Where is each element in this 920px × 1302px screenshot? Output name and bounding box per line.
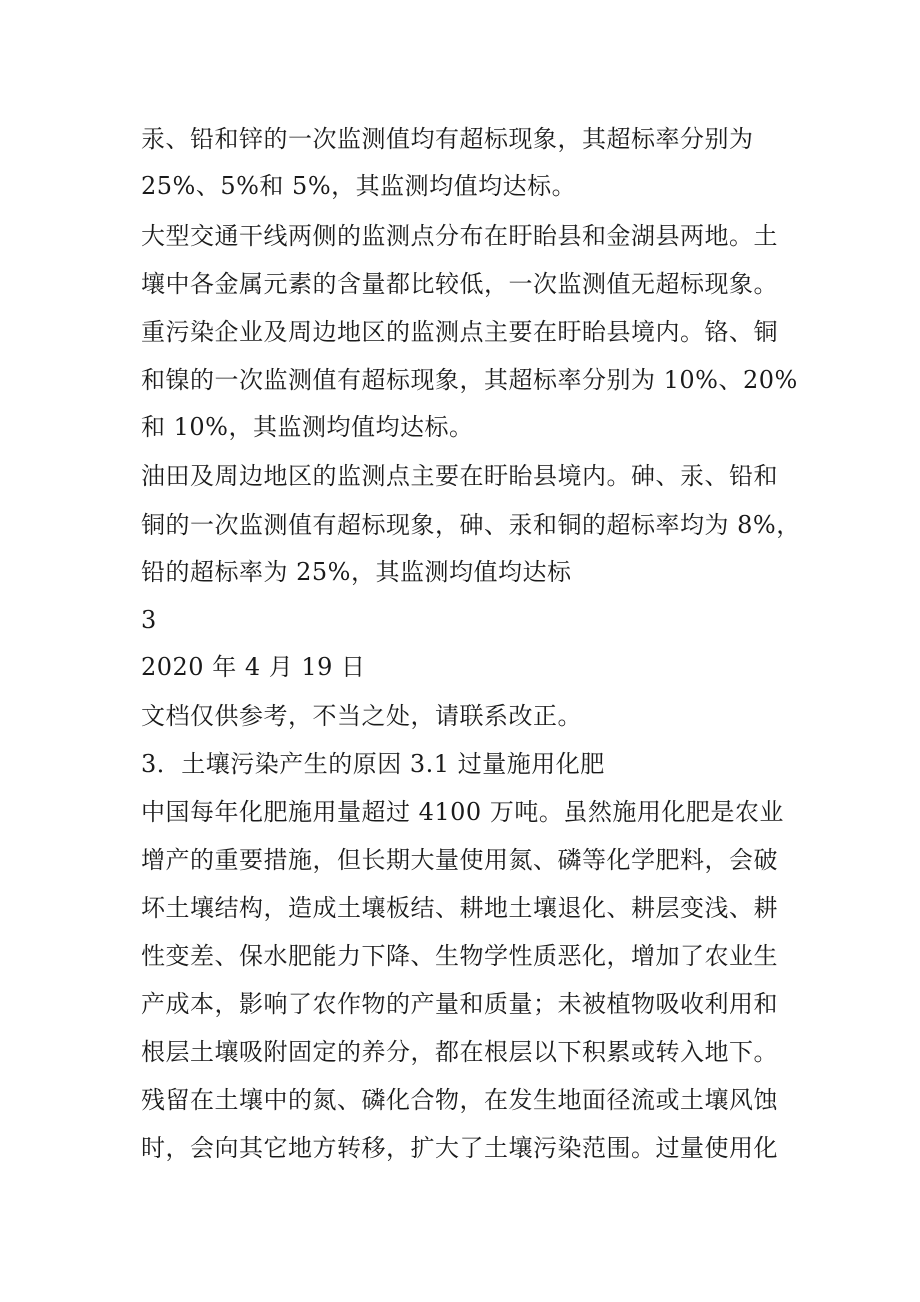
text-line: 残留在土壤中的氮、磷化合物，在发生地面径流或土壤风蚀 <box>141 1086 778 1114</box>
text-line: 坏土壤结构，造成土壤板结、耕地土壤退化、耕层变浅、耕 <box>141 894 778 922</box>
text-line: 性变差、保水肥能力下降、生物学性质恶化，增加了农业生 <box>141 942 778 970</box>
text-line: 产成本，影响了农作物的产量和质量；未被植物吸收利用和 <box>141 990 778 1018</box>
text-line: 壤中各金属元素的含量都比较低，一次监测值无超标现象。 <box>141 270 778 298</box>
text-line: 根层土壤吸附固定的养分，都在根层以下积累或转入地下。 <box>141 1038 778 1066</box>
text-line: 25%、5%和 5%，其监测均值均达标。 <box>141 172 577 200</box>
text-line: 铜的一次监测值有超标现象，砷、汞和铜的超标率均为 8%， <box>141 511 801 539</box>
page-number: 3 <box>141 606 157 634</box>
text-line: 大型交通干线两侧的监测点分布在盱眙县和金湖县两地。土 <box>141 222 778 250</box>
section-heading: 3．土壤污染产生的原因 3.1 过量施用化肥 <box>141 750 605 778</box>
text-line: 重污染企业及周边地区的监测点主要在盱眙县境内。铬、铜 <box>141 318 778 346</box>
text-line: 和镍的一次监测值有超标现象，其超标率分别为 10%、20% <box>141 366 798 394</box>
text-line: 汞、铅和锌的一次监测值均有超标现象，其超标率分别为 <box>141 125 754 153</box>
text-line: 铅的超标率为 25%，其监测均值均达标 <box>141 558 572 586</box>
text-line: 增产的重要措施，但长期大量使用氮、磷等化学肥料，会破 <box>141 846 778 874</box>
text-line: 中国每年化肥施用量超过 4100 万吨。虽然施用化肥是农业 <box>141 798 784 826</box>
text-line: 油田及周边地区的监测点主要在盱眙县境内。砷、汞、铅和 <box>141 462 778 490</box>
disclaimer: 文档仅供参考，不当之处，请联系改正。 <box>141 702 582 730</box>
text-line: 时，会向其它地方转移，扩大了土壤污染范围。过量使用化 <box>141 1134 778 1162</box>
document-date: 2020 年 4 月 19 日 <box>141 653 366 681</box>
text-line: 和 10%，其监测均值均达标。 <box>141 413 474 441</box>
